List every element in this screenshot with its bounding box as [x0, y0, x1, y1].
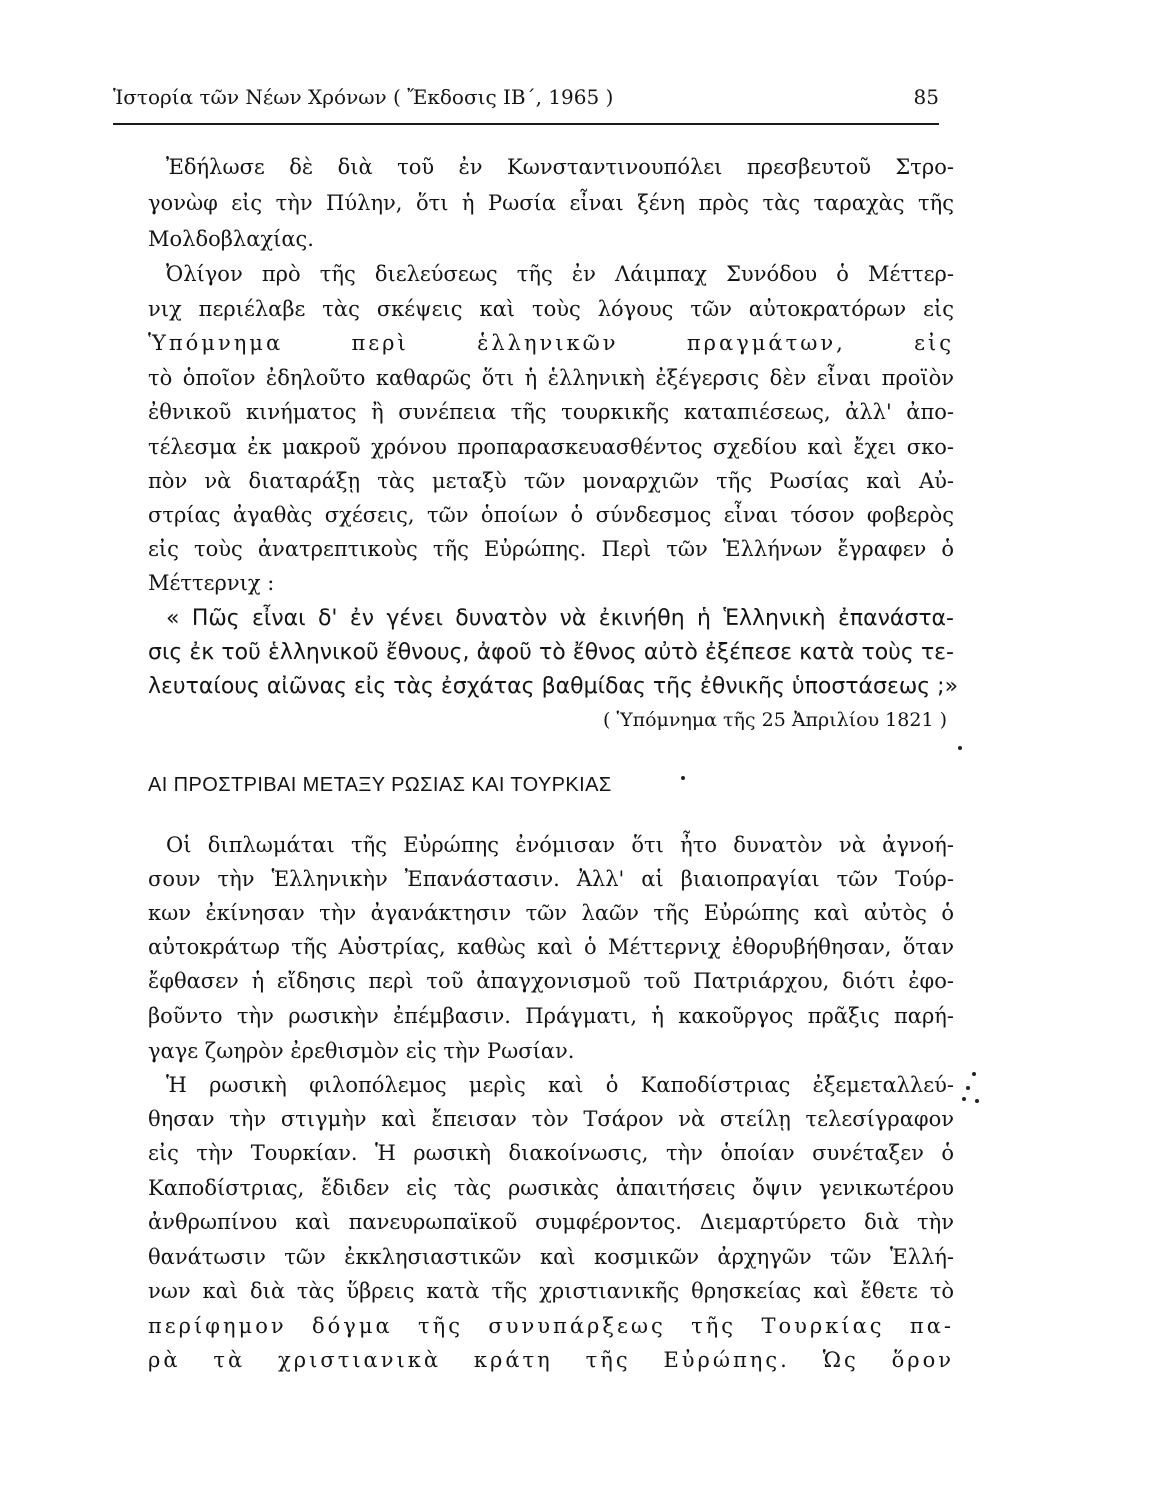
scan-speck — [681, 776, 685, 780]
text-line: γονὼφ εἰς τὴν Πύλην, ὅτι ἡ Ρωσία εἶναι ξένη πρὸς τὰς ταραχὰς τῆς — [148, 191, 954, 215]
quote-source: ( Ὑπόμνημα τῆς 25 Ἀπριλίου 1821 ) — [603, 709, 947, 731]
text-line: Καποδίστριας, ἔδιδεν εἰς τὰς ρωσικὰς ἀπαιτήσεις ὄψιν γενικωτέρου — [148, 1176, 954, 1200]
text-line: γαγε ζωηρὸν ἐρεθισμὸν εἰς τὴν Ρωσίαν. — [148, 1039, 575, 1063]
text-line: ἐθνικοῦ κινήματος ἢ συνέπεια τῆς τουρκικῆς καταπιέσεως, ἀλλ' ἀπο- — [148, 400, 954, 424]
quote-line: « Πῶς εἶναι δ' ἐν γένει δυνατὸν νὰ ἐκινήθη ἡ Ἑλληνικὴ ἐπανάστα- — [166, 606, 954, 631]
text-line: Οἱ διπλωμάται τῆς Εὐρώπης ἐνόμισαν ὅτι ἦτο δυνατὸν νὰ ἀγνοή- — [166, 833, 954, 857]
header-rule — [113, 123, 939, 125]
text-line: τέλεσμα ἐκ μακροῦ χρόνου προπαρασκευασθέντος σχεδίου καὶ ἔχει σκο- — [148, 435, 954, 459]
scan-speck — [972, 1072, 976, 1076]
text-line: ἔφθασεν ἡ εἴδησις περὶ τοῦ ἀπαγχονισμοῦ τοῦ Πατριάρχου, διότι ἐφο- — [148, 969, 954, 993]
text-line: Ὀλίγον πρὸ τῆς διελεύσεως τῆς ἐν Λάιμπαχ Συνόδου ὁ Μέττερ- — [166, 262, 954, 286]
text-line-spaced: περίφημον δόγμα τῆς συνυπάρξεως τῆς Τουρκίας πα- — [148, 1314, 954, 1338]
text-line-spaced: ρὰ τὰ χριστιανικὰ κράτη τῆς Εὐρώπης. Ὡς ὅρον — [148, 1348, 954, 1372]
text-line: Μολδοβλαχίας. — [148, 227, 314, 251]
scan-speck — [966, 1086, 970, 1090]
text-line: νων καὶ διὰ τὰς ὕβρεις κατὰ τῆς χριστιανικῆς θρησκείας καὶ ἔθετε τὸ — [148, 1279, 954, 1303]
text-line: Ἡ ρωσικὴ φιλοπόλεμος μερὶς καὶ ὁ Καποδίστριας ἐξεμεταλλεύ- — [166, 1073, 954, 1097]
text-line: αὐτοκράτωρ τῆς Αὐστρίας, καθὼς καὶ ὁ Μέττερνιχ ἐθορυβήθησαν, ὅταν — [148, 935, 954, 959]
text-line: ἀνθρωπίνου καὶ πανευρωπαϊκοῦ συμφέροντος. Διεμαρτύρετο διὰ τὴν — [148, 1210, 954, 1234]
text-line: Ἐδήλωσε δὲ διὰ τοῦ ἐν Κωνσταντινουπόλει πρεσβευτοῦ Στρο- — [166, 155, 954, 179]
text-line: σουν τὴν Ἑλληνικὴν Ἐπανάστασιν. Ἀλλ' αἱ βιαιοπραγίαι τῶν Τούρ- — [148, 867, 954, 891]
text-line: θανάτωσιν τῶν ἐκκλησιαστικῶν καὶ κοσμικῶν ἀρχηγῶν τῶν Ἑλλή- — [148, 1245, 954, 1269]
text-line-spaced: Ὑπόμνημα περὶ ἑλληνικῶν πραγμάτων, εἰς — [148, 331, 954, 355]
page-number: 85 — [913, 85, 939, 109]
text-line: εἰς τοὺς ἀνατρεπτικοὺς τῆς Εὐρώπης. Περὶ τῶν Ἑλλήνων ἔγραφεν ὁ — [148, 537, 954, 561]
text-line: βοῦντο τὴν ρωσικὴν ἐπέμβασιν. Πράγματι, ἡ κακοῦργος πρᾶξις παρή- — [148, 1004, 954, 1028]
scan-speck — [975, 1099, 979, 1103]
text-line: κων ἐκίνησαν τὴν ἀγανάκτησιν τῶν λαῶν τῆς Εὐρώπης καὶ αὐτὸς ὁ — [148, 901, 954, 925]
text-line: πὸν νὰ διαταράξῃ τὰς μεταξὺ τῶν μοναρχιῶν τῆς Ρωσίας καὶ Αὐ- — [148, 469, 954, 493]
text-line: νιχ περιέλαβε τὰς σκέψεις καὶ τοὺς λόγους τῶν αὐτοκρατόρων εἰς — [148, 297, 954, 321]
text-line: στρίας ἀγαθὰς σχέσεις, τῶν ὁποίων ὁ σύνδεσμος εἶναι τόσον φοβερὸς — [148, 503, 954, 527]
section-heading: ΑΙ ΠΡΟΣΤΡΙΒΑΙ ΜΕΤΑΞΥ ΡΩΣΙΑΣ ΚΑΙ ΤΟΥΡΚΙΑΣ — [148, 774, 612, 796]
text-line: Μέττερνιχ : — [148, 571, 275, 595]
quote-line: λευταίους αἰῶνας εἰς τὰς ἐσχάτας βαθμίδας τῆς ἐθνικῆς ὑποστάσεως ;» — [148, 674, 959, 699]
scan-speck — [958, 746, 962, 750]
text-line: θησαν τὴν στιγμὴν καὶ ἔπεισαν τὸν Τσάρον νὰ στείλῃ τελεσίγραφον — [148, 1107, 954, 1131]
book-title: Ἱστορία τῶν Νέων Χρόνων ( Ἔκδοσις ΙΒ΄, 1965 ) — [113, 85, 614, 109]
quote-line: σις ἐκ τοῦ ἑλληνικοῦ ἔθνους, ἀφοῦ τὸ ἔθνος αὐτὸ ἐξέπεσε κατὰ τοὺς τε- — [148, 640, 954, 665]
scan-speck — [962, 1097, 966, 1101]
text-line: τὸ ὁποῖον ἐδηλοῦτο καθαρῶς ὅτι ἡ ἑλληνικὴ ἐξέγερσις δὲν εἶναι προϊὸν — [148, 366, 954, 390]
text-line: εἰς τὴν Τουρκίαν. Ἡ ρωσικὴ διακοίνωσις, τὴν ὁποίαν συνέταξεν ὁ — [148, 1141, 954, 1165]
